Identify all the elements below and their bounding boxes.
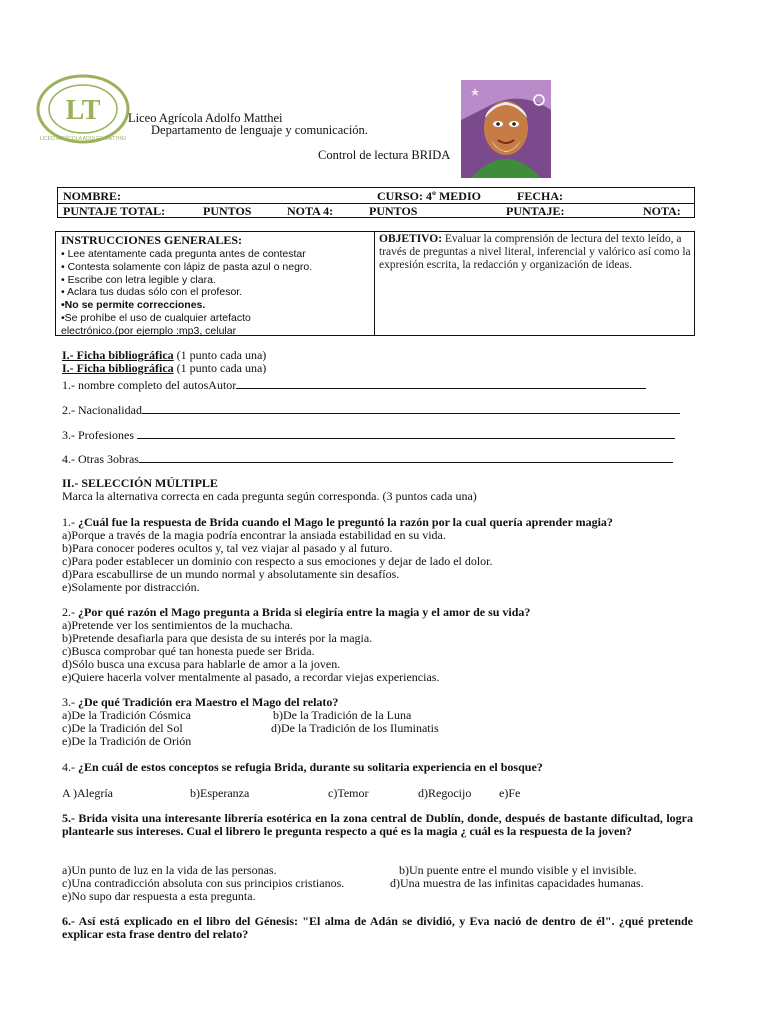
student-info-box xyxy=(57,187,695,218)
option[interactable]: a)Un punto de luz en la vida de las personas. xyxy=(62,863,277,877)
fecha-label: FECHA: xyxy=(517,189,563,203)
instruction-item: • Contesta solamente con lápiz de pasta azul o negro. xyxy=(61,260,313,273)
question-3: 3.- ¿De qué Tradición era Maestro el Mago del relato? xyxy=(62,695,339,709)
objective-text: Evaluar la comprensión de lectura del texto leído, a través de preguntas a nivel literal, inferencial y valórico así como la expresión escrita, la redacción y organización de ideas. xyxy=(379,233,691,271)
puntos-label: PUNTOS xyxy=(203,204,252,218)
option[interactable]: d)De la Tradición de los Iluminatis xyxy=(271,721,439,735)
instruction-item: •No se permite correcciones. xyxy=(61,299,206,312)
school-name: Liceo Agrícola Adolfo Matthei xyxy=(128,111,283,125)
puntaje-total-label: PUNTAJE TOTAL: xyxy=(63,204,166,218)
answer-blank[interactable] xyxy=(139,452,673,463)
option[interactable]: c)Busca comprobar qué tan honesta puede ser Brida. xyxy=(62,644,315,658)
instructions-title: INSTRUCCIONES GENERALES: xyxy=(61,233,243,247)
answer-blank[interactable] xyxy=(236,378,646,389)
option[interactable]: e)Quiere hacerla volver mentalmente al pasado, a recordar viejas experiencias. xyxy=(62,670,440,684)
option[interactable]: a)Pretende ver los sentimientos de la muchacha. xyxy=(62,618,293,632)
option[interactable]: d)Para escabullirse de un mundo normal y absolutamente sin desafíos. xyxy=(62,567,400,581)
section2-instruction: Marca la alternativa correcta en cada pregunta según corresponda. (3 puntos cada una) xyxy=(62,489,477,503)
author-portrait xyxy=(461,80,551,178)
option[interactable]: e)Solamente por distracción. xyxy=(62,580,200,594)
option[interactable]: c)Temor xyxy=(328,786,369,800)
instruction-item: • Aclara tus dudas sólo con el profesor. xyxy=(61,286,243,299)
question-5: 5.- Brida visita una interesante librería esotérica en la zona central de Dublín, donde, después de bastante dificultad, logra plantearle sus intereses. Cual el librero le pregunta respecto a qué es la magia ¿ cuál es la respuesta de la joven? xyxy=(62,811,693,838)
option[interactable]: c)Una contradicción absoluta con sus principios cristianos. xyxy=(62,876,345,890)
option[interactable]: a)Porque a través de la magia podría encontrar la ansiada estabilidad en su vida. xyxy=(62,528,446,542)
option[interactable]: A )Alegría xyxy=(62,786,113,800)
objective xyxy=(379,233,691,272)
option[interactable]: b)De la Tradición de la Luna xyxy=(273,708,412,722)
q1-author-line: 1.- nombre completo del autosAutor xyxy=(62,378,646,392)
section2-title: II.- SELECCIÓN MÚLTIPLE xyxy=(62,476,218,490)
objective-label: OBJETIVO: xyxy=(379,233,443,245)
q2-nationality-line: 2.- Nacionalidad xyxy=(62,403,680,417)
instruction-item: • Escribe con letra legible y clara. xyxy=(61,273,216,286)
option[interactable]: d)Sólo busca una excusa para hablarle de amor a la joven. xyxy=(62,657,341,671)
answer-blank[interactable] xyxy=(142,403,680,414)
nombre-label: NOMBRE: xyxy=(63,189,121,203)
option[interactable]: b)Un puente entre el mundo visible y el invisible. xyxy=(399,863,637,877)
question-2: 2.- ¿Por qué razón el Mago pregunta a Brida si elegiría entre la magia y el amor de su vida? xyxy=(62,605,531,619)
puntaje-label: PUNTAJE: xyxy=(506,204,565,218)
question-4: 4.- ¿En cuál de estos conceptos se refugia Brida, durante su solitaria experiencia en el bosque? xyxy=(62,760,543,774)
option[interactable]: c)De la Tradición del Sol xyxy=(62,721,183,735)
logo-text: LICEO AGRÍCOLA ADOLFO MATTHEI xyxy=(39,136,127,142)
section1-heading: I.- Ficha bibliográfica (1 punto cada una) xyxy=(62,348,267,362)
option[interactable]: b)Esperanza xyxy=(190,786,250,800)
option[interactable]: d)Una muestra de las infinitas capacidades humanas. xyxy=(390,876,644,890)
curso-label: CURSO: 4º MEDIO xyxy=(377,189,481,203)
option[interactable]: b)Pretende desafiarla para que desista de su interés por la magia. xyxy=(62,631,373,645)
instruction-item: •Se prohíbe el uso de cualquier artefacto xyxy=(61,311,251,324)
q4-works-line: 4.- Otras 3obras xyxy=(62,452,673,466)
q3-professions-line: 3.- Profesiones xyxy=(62,428,675,442)
nota-label: NOTA: xyxy=(643,204,681,218)
answer-blank[interactable] xyxy=(137,428,675,439)
option[interactable]: e)Fe xyxy=(499,786,521,800)
section1-heading-repeat: I.- Ficha bibliográfica (1 punto cada una) xyxy=(62,361,267,375)
question-6: 6.- Así está explicado en el libro del Génesis: "El alma de Adán se dividió, y Eva nació de dentro de él". ¿qué pretende explicar esta frase dentro del relato? xyxy=(62,914,693,941)
instruction-item: • Lee atentamente cada pregunta antes de contestar xyxy=(61,248,306,260)
nota4-label: NOTA 4: xyxy=(287,204,334,218)
question-1: 1.- ¿Cuál fue la respuesta de Brida cuando el Mago le preguntó la razón por la cual quería aprender magia? xyxy=(62,515,613,529)
option[interactable]: b)Para conocer poderes ocultos y, tal vez viajar al pasado y al futuro. xyxy=(62,541,393,555)
school-logo xyxy=(36,74,130,144)
option[interactable]: e)De la Tradición de Orión xyxy=(62,734,192,748)
option[interactable]: c)Para poder establecer un dominio con respecto a sus emociones y dejar de lado el dolor. xyxy=(62,554,493,568)
option[interactable]: d)Regocijo xyxy=(418,786,472,800)
puntos-label-2: PUNTOS xyxy=(369,204,418,218)
instructions-box xyxy=(55,231,695,336)
department: Departamento de lenguaje y comunicación. xyxy=(151,123,368,137)
option[interactable]: a)De la Tradición Cósmica xyxy=(62,708,191,722)
logo-initials: LT xyxy=(65,95,101,126)
exam-title: Control de lectura BRIDA xyxy=(318,148,451,162)
option[interactable]: e)No supo dar respuesta a esta pregunta. xyxy=(62,889,256,903)
instruction-item: electrónico.(por ejemplo :mp3, celular xyxy=(61,324,237,337)
